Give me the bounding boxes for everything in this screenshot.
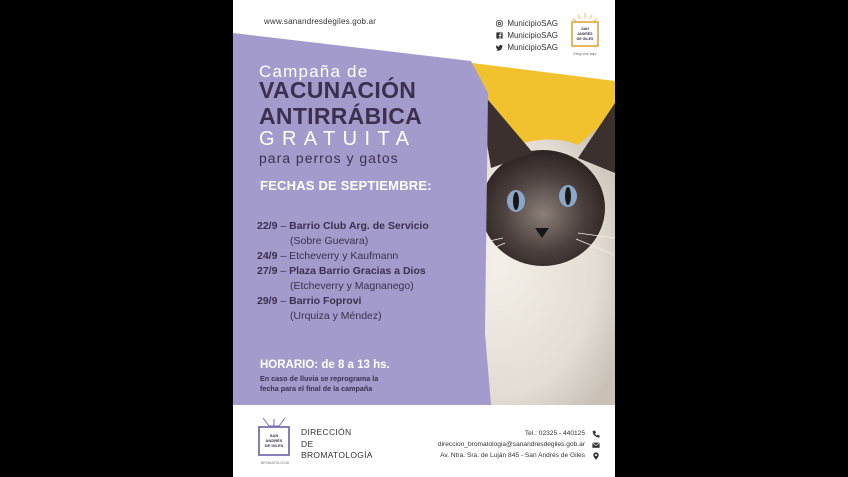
department-line: BROMATOLOGÍA — [301, 450, 373, 460]
contact-email[interactable]: direccion_bromatologia@sanandresdegiles.gob.ar — [437, 441, 585, 448]
title-subtitle: para perros y gatos — [259, 150, 399, 166]
schedule-place: Barrio Club Arg. de Servicio — [289, 220, 429, 232]
website-url[interactable]: www.sanandresdegiles.gob.ar — [264, 17, 377, 26]
schedule-date: 27/9 — [257, 265, 278, 277]
schedule-detail: (Urquiza y Méndez) — [290, 310, 382, 322]
schedule-item: 24/9 – Etcheverry y Kaufmann — [257, 250, 399, 262]
schedule-item: 29/9 – Barrio Foprovi — [257, 295, 362, 307]
title-line-antirrabica: ANTIRRÁBICA — [259, 103, 423, 129]
footer-logo-sub: BROMATOLOGÍA — [260, 461, 290, 465]
horario-label: HORARIO: de 8 a 13 hs. — [260, 359, 390, 371]
municipality-logo — [569, 12, 601, 50]
title-vacunacion — [259, 77, 422, 129]
social-facebook[interactable] — [496, 31, 558, 40]
schedule-place: Etcheverry y Kaufmann — [289, 250, 399, 262]
social-handle: MunicipioSAG — [507, 19, 558, 28]
schedule-date: 24/9 — [257, 250, 278, 262]
footer-logo-text-2: ANDRÉS — [265, 438, 283, 443]
schedule-item: 22/9 – Barrio Club Arg. de Servicio — [257, 220, 429, 232]
title-campaign: Campaña de — [259, 62, 369, 81]
social-handle: MunicipioSAG — [507, 43, 558, 52]
department-line: DIRECCIÓN — [301, 427, 352, 437]
logo-text-2: ANDRÉS — [577, 32, 593, 36]
logo-text-1: SAN — [581, 27, 589, 31]
social-handle: MunicipioSAG — [507, 31, 558, 40]
dates-heading: FECHAS DE SEPTIEMBRE: — [260, 178, 432, 193]
schedule-date: 22/9 — [257, 220, 278, 232]
rain-note: En caso de lluvia se reprograma la fecha para el final de la campaña — [260, 374, 379, 393]
bromatologia-logo — [257, 416, 291, 458]
email-icon — [592, 441, 600, 449]
phone-icon — [592, 430, 600, 438]
title-line-vacunacion: VACUNACIÓN — [259, 77, 417, 103]
logo-tagline: Elegí vivir aquí — [573, 52, 597, 56]
schedule-place: Plaza Barrio Gracias a Dios — [289, 265, 426, 277]
logo-text-3: DE GILES — [576, 37, 594, 41]
department-name — [301, 427, 373, 462]
schedule-item: 27/9 – Plaza Barrio Gracias a Dios — [257, 265, 426, 277]
department-line: DE — [301, 438, 314, 449]
footer-logo-text-1: SAN — [269, 433, 279, 438]
title-gratuita: GRATUITA — [259, 128, 417, 150]
contact-phone[interactable]: Tel.: 02325 - 440125 — [524, 430, 585, 437]
schedule-detail: (Sobre Guevara) — [290, 235, 369, 247]
social-twitter[interactable] — [496, 43, 558, 52]
poster — [233, 0, 615, 477]
schedule-place: Barrio Foprovi — [289, 295, 362, 307]
instagram-icon — [496, 20, 503, 27]
social-instagram[interactable] — [496, 19, 558, 28]
facebook-icon — [496, 32, 503, 39]
twitter-icon — [496, 44, 503, 51]
schedule-date: 29/9 — [257, 295, 278, 307]
schedule-detail: (Etcheverry y Magnanego) — [290, 280, 414, 292]
footer-logo-text-3: DE GILES — [264, 443, 284, 448]
contact-address[interactable]: Av. Ntra. Sra. de Luján 845 - San Andrés de Giles — [440, 452, 585, 459]
location-pin-icon — [592, 452, 600, 460]
